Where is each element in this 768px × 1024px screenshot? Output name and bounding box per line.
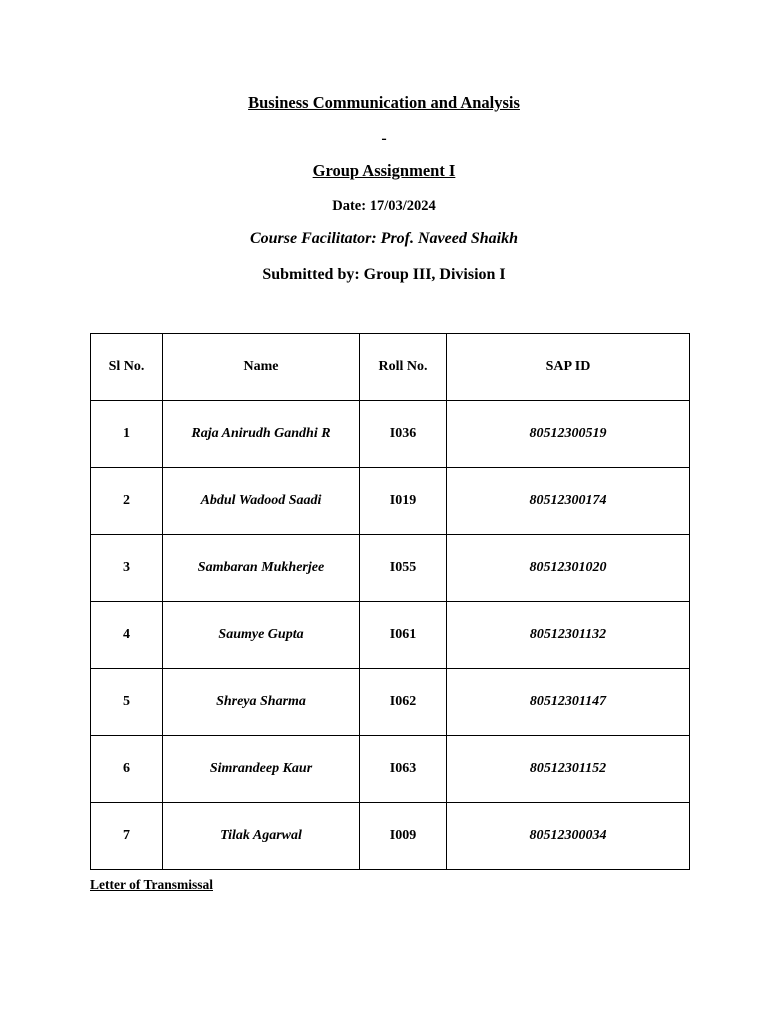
cell-sl-no: 1 xyxy=(91,401,163,468)
cell-name: Simrandeep Kaur xyxy=(163,736,360,803)
table-row xyxy=(91,669,690,736)
cell-name: Sambaran Mukherjee xyxy=(163,535,360,602)
cell-sap-id: 80512301020 xyxy=(447,535,690,602)
column-header-name: Name xyxy=(163,334,360,401)
cell-roll-no: I009 xyxy=(360,803,447,870)
assignment-title: Group Assignment I xyxy=(312,161,456,180)
cell-sap-id: 80512301152 xyxy=(447,736,690,803)
table-row xyxy=(91,535,690,602)
cell-sl-no: 3 xyxy=(91,535,163,602)
cell-name: Abdul Wadood Saadi xyxy=(163,468,360,535)
letter-of-transmissal-heading: Letter of Transmissal xyxy=(90,877,213,892)
cell-sap-id: 80512301147 xyxy=(447,669,690,736)
course-facilitator: Course Facilitator: Prof. Naveed Shaikh xyxy=(249,230,518,247)
cell-sap-id: 80512300174 xyxy=(447,468,690,535)
cell-sl-no: 5 xyxy=(91,669,163,736)
table-row xyxy=(91,736,690,803)
cell-sl-no: 4 xyxy=(91,602,163,669)
submitted-by: Submitted by: Group III, Division I xyxy=(262,266,506,283)
document-title: Business Communication and Analysis xyxy=(248,93,520,112)
column-header-sl-no: Sl No. xyxy=(91,334,163,401)
submission-date: Date: 17/03/2024 xyxy=(332,198,436,214)
group-members-table xyxy=(90,333,690,870)
cell-sl-no: 6 xyxy=(91,736,163,803)
cell-roll-no: I061 xyxy=(360,602,447,669)
cell-sap-id: 80512300519 xyxy=(447,401,690,468)
cell-name: Raja Anirudh Gandhi R xyxy=(163,401,360,468)
title-separator-dash: - xyxy=(381,130,387,147)
cell-sap-id: 80512300034 xyxy=(447,803,690,870)
cell-sl-no: 7 xyxy=(91,803,163,870)
table-header-row xyxy=(91,334,690,401)
cell-name: Shreya Sharma xyxy=(163,669,360,736)
cell-roll-no: I019 xyxy=(360,468,447,535)
table-row xyxy=(91,602,690,669)
column-header-sap-id: SAP ID xyxy=(447,334,690,401)
cell-roll-no: I062 xyxy=(360,669,447,736)
cell-name: Tilak Agarwal xyxy=(163,803,360,870)
cell-roll-no: I063 xyxy=(360,736,447,803)
cell-roll-no: I055 xyxy=(360,535,447,602)
table-row xyxy=(91,468,690,535)
cell-sl-no: 2 xyxy=(91,468,163,535)
table-row xyxy=(91,803,690,870)
column-header-roll-no: Roll No. xyxy=(360,334,447,401)
cell-roll-no: I036 xyxy=(360,401,447,468)
table-row xyxy=(91,401,690,468)
cell-name: Saumye Gupta xyxy=(163,602,360,669)
cell-sap-id: 80512301132 xyxy=(447,602,690,669)
